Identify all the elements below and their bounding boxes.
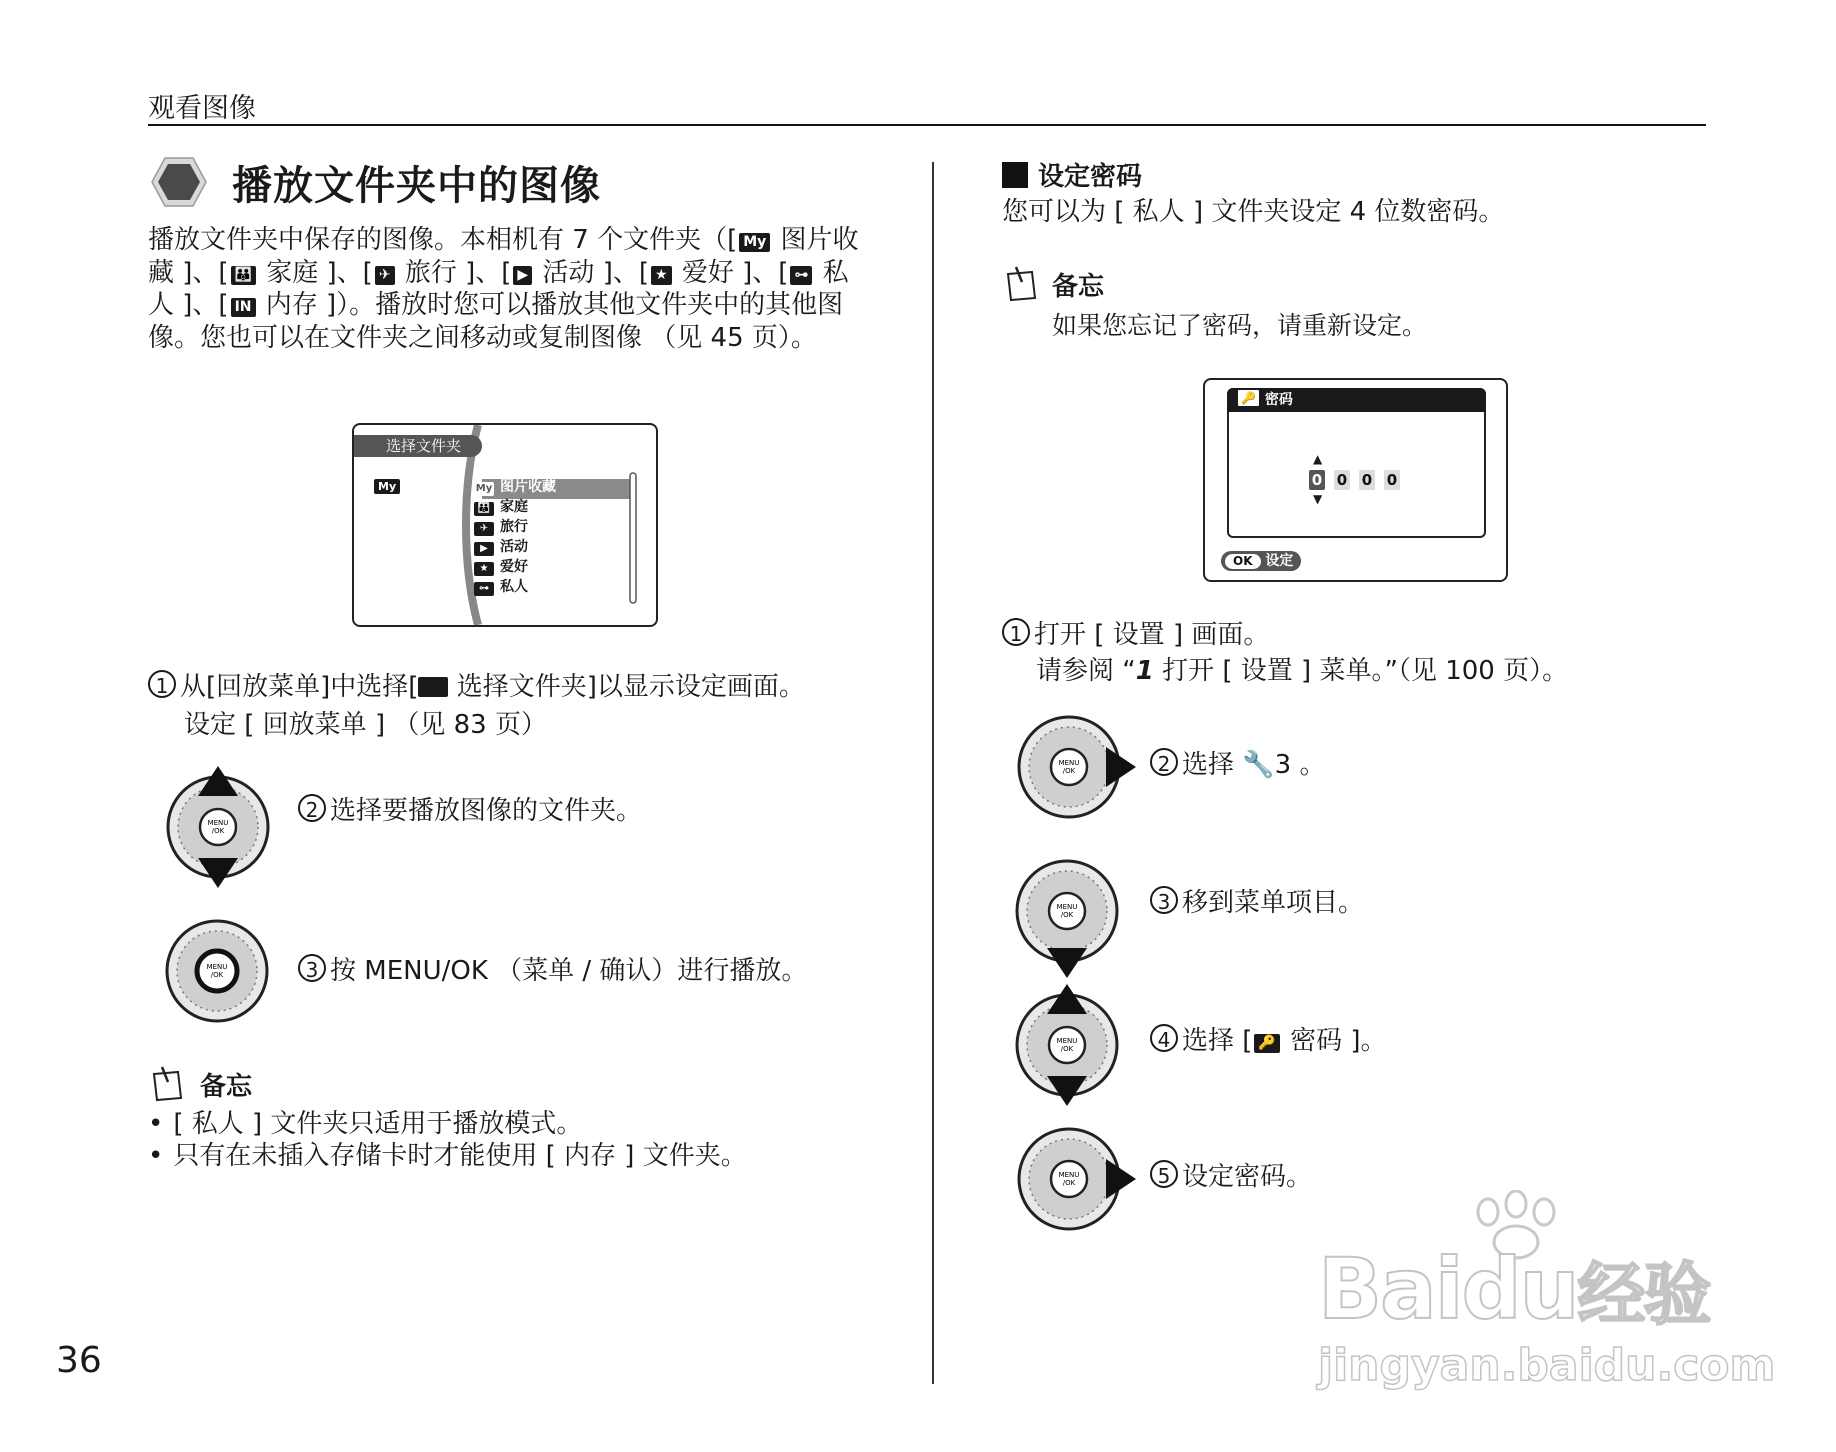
memo-notes — [148, 1108, 747, 1172]
dial-press-icon — [162, 916, 272, 1026]
svg-text:MENU: MENU — [1056, 903, 1078, 911]
intro-text: 家庭 ]、[ — [258, 257, 373, 288]
intro-text: 图片收藏 ]、[ — [148, 225, 859, 288]
column-divider — [932, 162, 934, 1384]
intro-paragraph — [148, 224, 860, 354]
step-text: 打开 [ 设置 ] 画面。 — [1034, 620, 1270, 650]
step-text: 选择 [ — [1182, 1026, 1253, 1056]
folder-label: 旅行 — [500, 519, 528, 535]
password-screen — [1203, 378, 1508, 582]
svg-text:/OK: /OK — [1062, 767, 1076, 775]
wrench-icon: 🔧 — [1242, 750, 1275, 780]
folder-label: 活动 — [500, 539, 528, 555]
svg-text:MENU: MENU — [1058, 1171, 1080, 1179]
memo-title: 备忘 — [1052, 272, 1105, 302]
memo-icon — [148, 1064, 186, 1102]
section-title: 播放文件夹中的图像 — [232, 163, 601, 209]
password-digits — [1309, 470, 1409, 490]
ok-hint: OK 设定 — [1221, 551, 1301, 571]
step-number: 3 — [1150, 886, 1178, 914]
step-text: 移到菜单项目。 — [1182, 888, 1365, 918]
folder-list-item[interactable] — [474, 477, 556, 497]
folder-label: 私人 — [500, 579, 528, 595]
step-text: 密码 ]。 — [1281, 1026, 1387, 1056]
dial-down-icon — [1010, 856, 1124, 980]
header-rule — [148, 124, 1706, 126]
password-digit[interactable]: 0 — [1309, 470, 1325, 490]
folder-icon: ★ — [474, 562, 494, 576]
intro-text: 旅行 ]、[ — [396, 257, 512, 288]
memo-title: 备忘 — [200, 1072, 253, 1102]
step-text: 选择文件夹]以显示设定画面。 — [448, 672, 805, 702]
current-folder-icon: My — [372, 477, 402, 496]
step-r4 — [1150, 1024, 1387, 1058]
password-digit[interactable]: 0 — [1384, 470, 1400, 490]
hobby-folder-icon: ★ — [651, 266, 672, 285]
folder-icon — [418, 677, 448, 697]
svg-text:MENU: MENU — [206, 963, 228, 971]
digit-down-icon: ▼ — [1313, 492, 1323, 506]
step-number: 3 — [298, 954, 326, 982]
svg-text:MENU: MENU — [1056, 1037, 1078, 1045]
folder-label: 家庭 — [500, 499, 528, 515]
step-text: 设定密码。 — [1182, 1162, 1313, 1192]
dial-up-down-icon — [1010, 982, 1124, 1108]
svg-text:/OK: /OK — [1060, 911, 1074, 919]
step-1 — [148, 670, 805, 704]
password-icon: 🔑 — [1237, 389, 1260, 407]
folder-list-item[interactable] — [474, 537, 556, 557]
folder-label: 爱好 — [500, 559, 528, 575]
intro-text: 私人 ]、[ — [148, 257, 849, 320]
folder-select-screen — [352, 423, 658, 627]
step-2 — [298, 794, 642, 828]
svg-text:MENU: MENU — [207, 819, 229, 827]
subheading-text-body: 您可以为 [ 私人 ] 文件夹设定 4 位数密码。 — [1002, 197, 1505, 227]
step-number: 1 — [148, 670, 176, 698]
step-r1 — [1002, 618, 1269, 652]
step-text: 从[回放菜单]中选择[ — [180, 672, 419, 702]
screen-title: 选择文件夹 — [354, 435, 482, 457]
folder-list-item[interactable] — [474, 497, 556, 517]
svg-text:/OK: /OK — [211, 827, 225, 835]
watermark-url: jingyan.baidu.com — [1318, 1340, 1776, 1391]
step-number: 5 — [1150, 1160, 1178, 1188]
folder-list-item[interactable] — [474, 557, 556, 577]
svg-text:/OK: /OK — [210, 971, 224, 979]
block-bullet — [1002, 162, 1028, 188]
dial-up-down-icon — [160, 764, 276, 890]
event-folder-icon: ▶ — [513, 266, 532, 285]
step-text: 3 。 — [1274, 750, 1326, 780]
subheading-text: 设定密码 — [1038, 162, 1143, 192]
watermark-brand: Baidu经验 — [1318, 1240, 1710, 1338]
running-header: 观看图像 — [148, 93, 256, 124]
step-number: 1 — [1002, 618, 1030, 646]
folder-icon: ▶ — [474, 542, 494, 556]
subheading — [1002, 156, 1142, 193]
folder-icon: 👪 — [474, 502, 494, 516]
intro-text: 活动 ]、[ — [534, 257, 649, 288]
folder-list — [474, 477, 556, 597]
internal-memory-icon: IN — [231, 298, 256, 317]
folder-label: 图片收藏 — [500, 479, 556, 495]
intro-text: 内存 ]）。播放时您可以播放其他文件夹中的其他图像。您也可以在文件夹之间移动或复制图像 （见 45 页）。 — [148, 290, 844, 353]
password-digit[interactable]: 0 — [1334, 470, 1350, 490]
step-text: 选择 — [1182, 750, 1243, 780]
intro-text: 播放文件夹中保存的图像。本相机有 7 个文件夹（[ — [148, 225, 738, 255]
page-number: 36 — [56, 1340, 102, 1381]
step-r1-subtext: 请参阅 “1 打开 [ 设置 ] 菜单。”（见 100 页）。 — [1036, 656, 1569, 686]
dial-right-icon — [1014, 1124, 1138, 1234]
step-3 — [298, 954, 807, 988]
private-folder-icon: ⊶ — [790, 266, 812, 285]
svg-text:MENU: MENU — [1058, 759, 1080, 767]
step-number: 2 — [298, 794, 326, 822]
password-digit[interactable]: 0 — [1359, 470, 1375, 490]
svg-text:/OK: /OK — [1062, 1179, 1076, 1187]
step-number: 4 — [1150, 1024, 1178, 1052]
folder-icon: ✈ — [474, 522, 494, 536]
folder-list-item[interactable] — [474, 517, 556, 537]
dial-right-icon — [1014, 712, 1138, 822]
folder-icon: ⊶ — [474, 582, 494, 596]
password-icon: 🔑 — [1254, 1034, 1279, 1053]
step-r3 — [1150, 886, 1364, 920]
step-1-subtext: 设定 [ 回放菜单 ] （见 83 页） — [184, 710, 547, 740]
memo-text: 如果您忘记了密码，请重新设定。 — [1052, 311, 1428, 340]
step-text: 选择要播放图像的文件夹。 — [330, 796, 643, 826]
travel-folder-icon: ✈ — [375, 266, 395, 285]
intro-text: 爱好 ]、[ — [673, 257, 789, 288]
my-folder-icon: My — [739, 233, 770, 252]
family-folder-icon: 👪 — [231, 266, 256, 285]
hexagon-bullet-icon — [150, 156, 208, 208]
memo-note: • 只有在未插入存储卡时才能使用 [ 内存 ] 文件夹。 — [148, 1140, 747, 1172]
step-number: 2 — [1150, 748, 1178, 776]
step-r2 — [1150, 748, 1325, 782]
svg-text:/OK: /OK — [1060, 1045, 1074, 1053]
memo-note: • [ 私人 ] 文件夹只适用于播放模式。 — [148, 1108, 747, 1140]
screen-title: 🔑 密码 — [1227, 388, 1486, 412]
folder-list-item[interactable] — [474, 577, 556, 597]
step-r5 — [1150, 1160, 1312, 1194]
folder-icon: My — [475, 483, 493, 494]
memo-icon — [1002, 264, 1040, 302]
step-text: 按 MENU/OK （菜单 / 确认）进行播放。 — [330, 956, 808, 986]
digit-up-icon: ▲ — [1313, 452, 1323, 466]
